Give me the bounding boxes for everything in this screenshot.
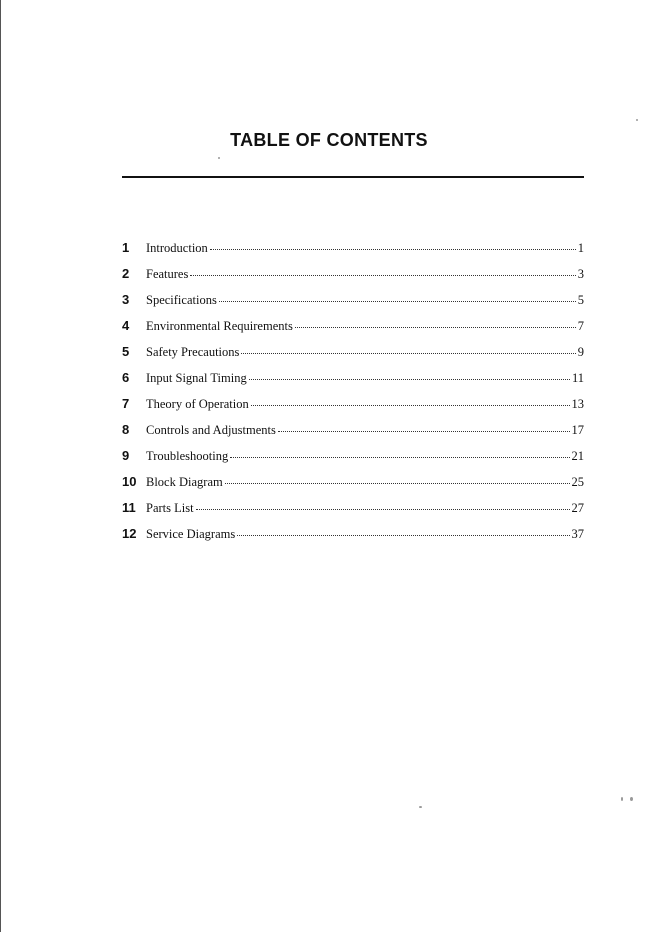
toc-entry-page: 27 <box>571 501 584 515</box>
toc-entry-title: Block Diagram <box>146 475 223 489</box>
toc-entry-page: 25 <box>571 475 584 489</box>
toc-entry-page: 5 <box>577 293 584 307</box>
toc-entry-title: Controls and Adjustments <box>146 423 276 437</box>
scan-speck <box>630 797 633 801</box>
toc-entry-title: Introduction <box>146 241 208 255</box>
toc-entry-page: 17 <box>571 423 584 437</box>
toc-entry-title: Environmental Requirements <box>146 319 293 333</box>
toc-entry-number: 1 <box>122 240 130 255</box>
toc-entry-page: 9 <box>577 345 584 359</box>
toc-entry[interactable] <box>122 526 584 552</box>
dot-leader <box>251 405 570 406</box>
toc-entry-page: 7 <box>577 319 584 333</box>
toc-entry[interactable] <box>122 318 584 344</box>
scan-speck <box>636 119 638 121</box>
scan-speck <box>419 806 422 808</box>
toc-entry[interactable] <box>122 500 584 526</box>
toc-entry-number: 8 <box>122 422 130 437</box>
toc-entry-page: 13 <box>571 397 584 411</box>
toc-entry-title: Theory of Operation <box>146 397 249 411</box>
toc-entry-title: Safety Precautions <box>146 345 240 359</box>
dot-leader <box>237 535 569 536</box>
toc-entry-page: 1 <box>577 241 584 255</box>
toc-entry-title: Troubleshooting <box>146 449 229 463</box>
scan-speck <box>218 157 220 159</box>
toc-entry-number: 10 <box>122 474 137 489</box>
toc-entry-number: 11 <box>122 500 136 515</box>
toc-entry-title: Parts List <box>146 501 194 515</box>
toc-entry-number: 4 <box>122 318 130 333</box>
title-divider <box>122 176 584 178</box>
toc-entry-page: 21 <box>571 449 584 463</box>
dot-leader <box>196 509 570 510</box>
toc-entry[interactable] <box>122 396 584 422</box>
table-of-contents <box>122 240 584 552</box>
dot-leader <box>190 275 575 276</box>
toc-entry-number: 7 <box>122 396 130 411</box>
toc-entry-number: 9 <box>122 448 130 463</box>
dot-leader <box>241 353 575 354</box>
toc-entry-title: Service Diagrams <box>146 527 236 541</box>
toc-entry-number: 5 <box>122 344 130 359</box>
dot-leader <box>295 327 576 328</box>
toc-entry[interactable] <box>122 370 584 396</box>
toc-entry-title: Specifications <box>146 293 217 307</box>
toc-entry-number: 3 <box>122 292 130 307</box>
toc-entry[interactable] <box>122 266 584 292</box>
toc-entry[interactable] <box>122 422 584 448</box>
toc-entry[interactable] <box>122 344 584 370</box>
toc-entry[interactable] <box>122 448 584 474</box>
dot-leader <box>230 457 569 458</box>
toc-entry[interactable] <box>122 240 584 266</box>
toc-entry-title: Features <box>146 267 189 281</box>
toc-entry-page: 37 <box>571 527 584 541</box>
dot-leader <box>278 431 570 432</box>
dot-leader <box>225 483 570 484</box>
toc-entry[interactable] <box>122 292 584 318</box>
dot-leader <box>249 379 570 380</box>
toc-entry-number: 2 <box>122 266 130 281</box>
toc-entry[interactable] <box>122 474 584 500</box>
scan-speck <box>621 797 623 801</box>
dot-leader <box>219 301 576 302</box>
toc-entry-page: 11 <box>571 371 584 385</box>
toc-entry-title: Input Signal Timing <box>146 371 247 385</box>
dot-leader <box>210 249 576 250</box>
page-title: TABLE OF CONTENTS <box>230 130 428 150</box>
toc-entry-number: 6 <box>122 370 130 385</box>
toc-entry-page: 3 <box>577 267 584 281</box>
toc-entry-number: 12 <box>122 526 137 541</box>
